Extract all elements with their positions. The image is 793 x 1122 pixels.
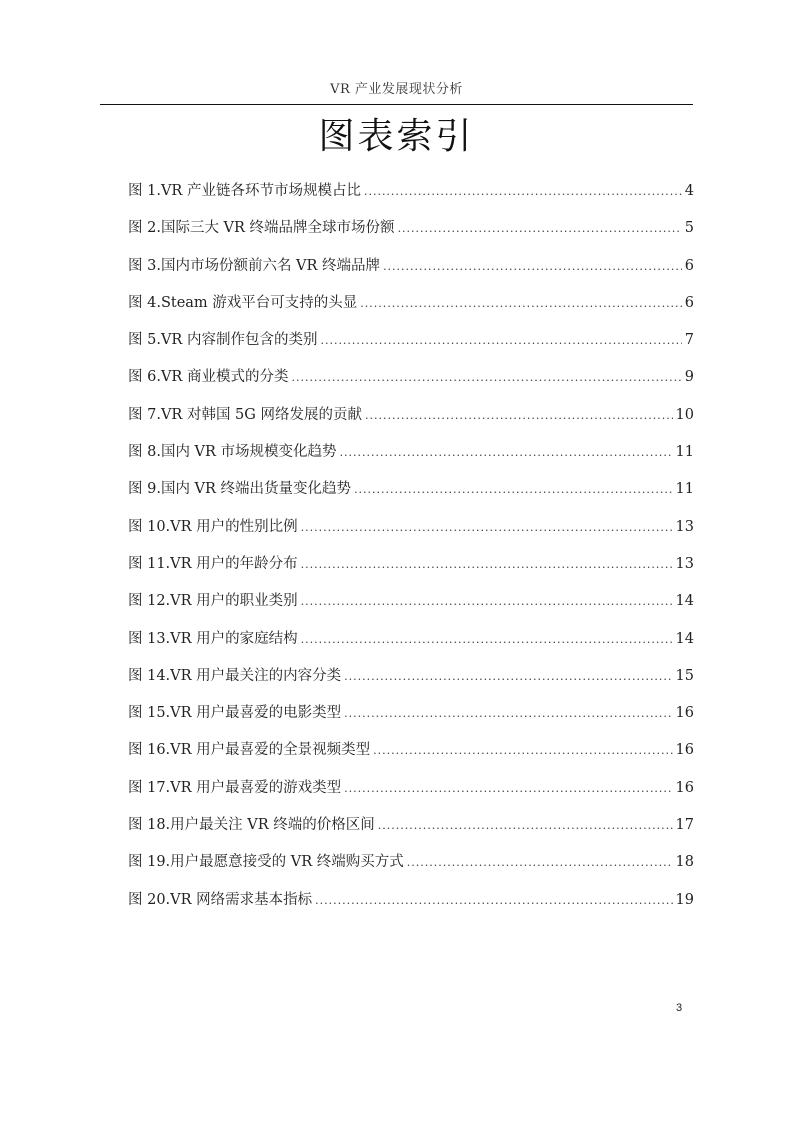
toc-entry[interactable]: [128, 328, 694, 365]
toc-entry-page: 16: [675, 705, 694, 722]
page-number: 3: [675, 1002, 683, 1014]
figure-index-list: [128, 179, 694, 925]
toc-dot-leader: [378, 819, 673, 832]
toc-dot-leader: [364, 185, 682, 198]
toc-entry[interactable]: [128, 888, 694, 925]
toc-entry-label: 图 20.VR 网络需求基本指标: [128, 891, 313, 908]
toc-dot-leader: [383, 260, 682, 273]
toc-dot-leader: [301, 633, 673, 646]
toc-entry[interactable]: [128, 179, 694, 216]
toc-entry[interactable]: [128, 776, 694, 813]
header-rule: [100, 104, 693, 105]
toc-entry-label: 图 17.VR 用户最喜爱的游戏类型: [128, 779, 342, 796]
toc-entry-label: 图 19.用户最愿意接受的 VR 终端购买方式: [128, 854, 404, 871]
toc-entry-page: 9: [684, 369, 694, 386]
toc-entry-page: 18: [675, 854, 694, 871]
toc-entry-label: 图 11.VR 用户的年龄分布: [128, 555, 298, 572]
toc-entry-page: 10: [675, 406, 694, 423]
toc-entry-label: 图 8.国内 VR 市场规模变化趋势: [128, 444, 337, 461]
toc-entry-label: 图 9.国内 VR 终端出货量变化趋势: [128, 481, 352, 498]
toc-entry-page: 16: [675, 742, 694, 759]
toc-dot-leader: [320, 334, 681, 347]
toc-dot-leader: [398, 222, 682, 235]
toc-entry-page: 19: [675, 891, 694, 908]
toc-entry-page: 16: [675, 779, 694, 796]
toc-dot-leader: [407, 856, 673, 869]
toc-entry-label: 图 2.国际三大 VR 终端品牌全球市场份额: [128, 220, 395, 237]
toc-entry-page: 6: [684, 257, 694, 274]
toc-entry-page: 11: [675, 444, 694, 461]
toc-dot-leader: [344, 782, 672, 795]
toc-dot-leader: [340, 446, 673, 459]
toc-entry-page: 6: [684, 294, 694, 311]
toc-entry-page: 14: [675, 630, 694, 647]
toc-entry-label: 图 13.VR 用户的家庭结构: [128, 630, 298, 647]
toc-entry-label: 图 16.VR 用户最喜爱的全景视频类型: [128, 742, 371, 759]
toc-dot-leader: [373, 744, 672, 757]
toc-entry-page: 7: [684, 332, 694, 349]
toc-entry-page: 4: [684, 183, 694, 199]
toc-entry-label: 图 12.VR 用户的职业类别: [128, 593, 298, 610]
toc-entry-label: 图 3.国内市场份额前六名 VR 终端品牌: [128, 257, 381, 274]
toc-dot-leader: [360, 297, 681, 310]
toc-entry-label: 图 14.VR 用户最关注的内容分类: [128, 667, 342, 684]
page-title: 图表索引: [318, 116, 475, 157]
toc-dot-leader: [301, 521, 673, 534]
toc-entry[interactable]: [128, 701, 694, 738]
toc-entry[interactable]: [128, 216, 694, 253]
toc-entry[interactable]: [128, 850, 694, 887]
toc-entry[interactable]: [128, 627, 694, 664]
toc-entry[interactable]: [128, 254, 694, 291]
toc-entry[interactable]: [128, 813, 694, 850]
toc-entry-label: 图 15.VR 用户最喜爱的电影类型: [128, 705, 342, 722]
toc-entry-label: 图 6.VR 商业模式的分类: [128, 369, 289, 386]
toc-dot-leader: [301, 558, 673, 571]
toc-entry-page: 5: [684, 220, 694, 237]
toc-entry-page: 13: [675, 518, 694, 535]
toc-dot-leader: [344, 707, 672, 720]
toc-dot-leader: [344, 670, 672, 683]
toc-entry[interactable]: [128, 403, 694, 440]
toc-entry-label: 图 7.VR 对韩国 5G 网络发展的贡献: [128, 406, 362, 423]
toc-entry-page: 14: [675, 593, 694, 610]
running-header: VR 产业发展现状分析: [330, 82, 463, 97]
toc-entry[interactable]: [128, 738, 694, 775]
toc-entry-page: 11: [675, 481, 694, 498]
toc-entry-label: 图 5.VR 内容制作包含的类别: [128, 332, 318, 349]
toc-entry[interactable]: [128, 664, 694, 701]
toc-dot-leader: [301, 595, 673, 608]
toc-entry-page: 13: [675, 555, 694, 572]
toc-dot-leader: [315, 894, 672, 907]
toc-entry-label: 图 4.Steam 游戏平台可支持的头显: [128, 294, 358, 311]
toc-entry-page: 17: [675, 817, 694, 834]
toc-entry-page: 15: [675, 667, 694, 684]
toc-entry[interactable]: [128, 291, 694, 328]
toc-entry-label: 图 1.VR 产业链各环节市场规模占比: [128, 183, 361, 199]
toc-entry-label: 图 10.VR 用户的性别比例: [128, 518, 298, 535]
toc-entry[interactable]: [128, 440, 694, 477]
toc-entry[interactable]: [128, 477, 694, 514]
toc-entry-label: 图 18.用户最关注 VR 终端的价格区间: [128, 817, 375, 834]
toc-dot-leader: [354, 483, 672, 496]
toc-dot-leader: [291, 371, 681, 384]
toc-entry[interactable]: [128, 365, 694, 402]
toc-dot-leader: [365, 409, 673, 422]
toc-entry[interactable]: [128, 515, 694, 552]
toc-entry[interactable]: [128, 589, 694, 626]
toc-entry[interactable]: [128, 552, 694, 589]
